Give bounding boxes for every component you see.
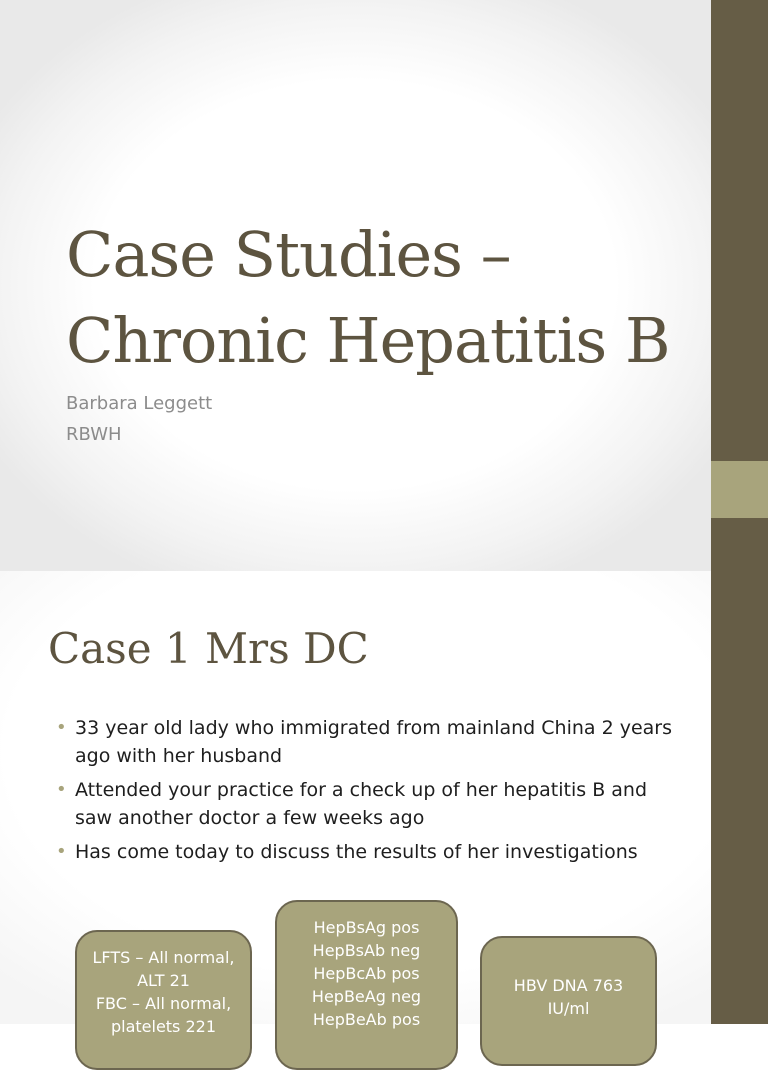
case-slide	[0, 571, 768, 1036]
bullet-dot-icon: •	[56, 717, 67, 738]
box-line: IU/ml	[547, 999, 590, 1018]
box-line: HepBsAb neg	[312, 941, 421, 960]
slide-subtitle	[66, 388, 212, 450]
author-name: Barbara Leggett	[66, 393, 213, 414]
results-box-hbv-dna	[480, 936, 657, 1066]
box-line: ALT 21	[137, 971, 190, 990]
title-line-2: Chronic Hepatitis B	[66, 304, 670, 377]
results-box-serology	[275, 900, 458, 1070]
sidebar-accent-block	[711, 461, 768, 518]
box-line: HepBsAg pos	[313, 918, 420, 937]
bullet-item: • Attended your practice for a check up of her hepatitis B and saw another doctor a few weeks ago	[56, 776, 676, 832]
title-line-1: Case Studies –	[66, 218, 511, 291]
box-line: HBV DNA 763	[513, 976, 624, 995]
box-line: platelets 221	[110, 1017, 217, 1036]
box-line: HepBeAg neg	[311, 987, 422, 1006]
sidebar-bar	[711, 571, 768, 1024]
box-line: LFTS – All normal,	[92, 948, 235, 967]
bullet-dot-icon: •	[56, 779, 67, 800]
bullet-list	[56, 714, 676, 872]
slide-title	[66, 212, 686, 384]
box-line: FBC – All normal,	[95, 994, 232, 1013]
box-line: HepBcAb pos	[313, 964, 420, 983]
author-institution: RBWH	[66, 424, 122, 445]
case-title: Case 1 Mrs DC	[48, 624, 369, 673]
bullet-dot-icon: •	[56, 841, 67, 862]
bullet-item: • 33 year old lady who immigrated from mainland China 2 years ago with her husband	[56, 714, 676, 770]
bullet-item: • Has come today to discuss the results of her investigations	[56, 838, 676, 866]
box-line: HepBeAb pos	[312, 1010, 421, 1029]
results-box-lfts-fbc	[75, 930, 252, 1070]
